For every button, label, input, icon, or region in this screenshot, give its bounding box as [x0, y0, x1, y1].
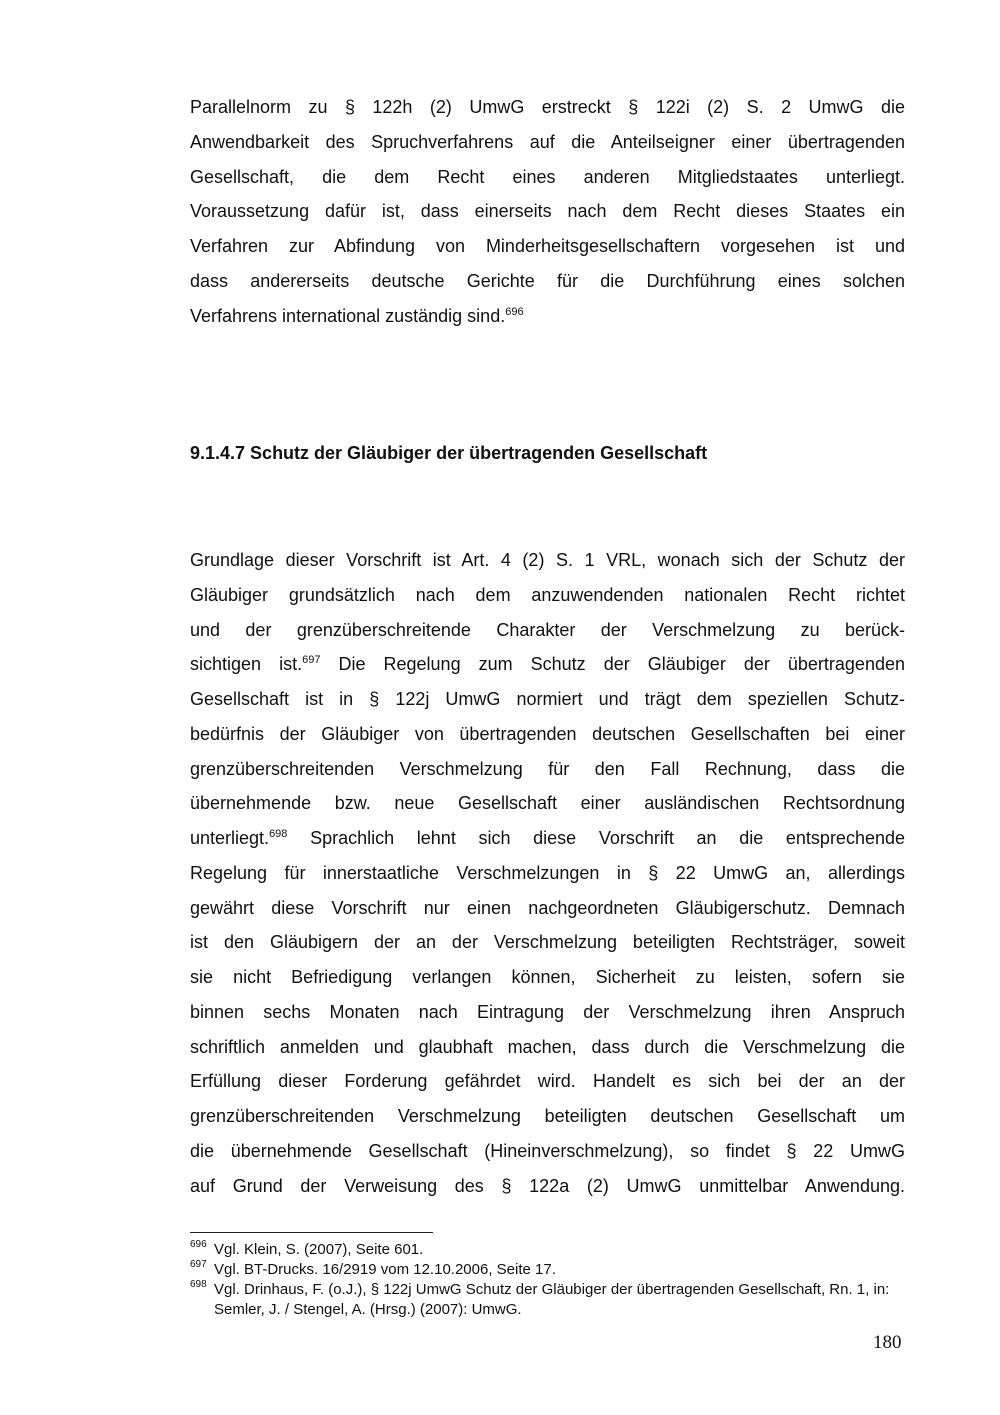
line-text: Sprachlich lehnt sich diese Vorschrift an die entsprechende [287, 828, 905, 848]
footnote-text: Vgl. Klein, S. (2007), Seite 601. [214, 1241, 424, 1258]
text-line [190, 647, 905, 682]
text-line [190, 1134, 905, 1169]
text-line [190, 1169, 905, 1204]
text-line [190, 717, 905, 752]
text-line [190, 543, 905, 578]
text-line [190, 752, 905, 787]
footnotes [190, 1240, 910, 1320]
text-line [190, 613, 905, 648]
line-text: übernehmende bzw. neue Gesellschaft einer ausländischen Rechtsordnung [190, 793, 905, 814]
text-line [190, 578, 905, 613]
text-line [190, 264, 905, 299]
text-line [190, 299, 905, 334]
text-line [190, 1099, 905, 1134]
text-line [190, 682, 905, 717]
line-text: sichtigen ist. [190, 654, 303, 675]
line-text: Anwendbarkeit des Spruchverfahrens auf die Anteilseigner einer übertragenden [190, 131, 905, 152]
line-text: und der grenzüberschreitende Charakter der Verschmelzung zu berück- [190, 619, 905, 640]
line-text: binnen sechs Monaten nach Eintragung der Verschmelzung ihren Anspruch [190, 1001, 905, 1022]
line-text: Gläubiger grundsätzlich nach dem anzuwendenden nationalen Recht richtet [190, 584, 905, 605]
text-line [190, 960, 905, 995]
line-text: gewährt diese Vorschrift nur einen nachgeordneten Gläubigerschutz. Demnach [190, 897, 905, 918]
footnote-ref: 698 [269, 828, 288, 840]
line-text: Voraussetzung dafür ist, dass einerseits nach dem Recht dieses Staates ein [190, 201, 905, 222]
footnote [190, 1260, 910, 1280]
footnote-text: Vgl. Drinhaus, F. (o.J.), § 122j UmwG Schutz der Gläubiger der übertragenden Gesellschaft, Rn. 1, in: Semler, J. / Stengel, A. (Hrsg.) (2007): UmwG. [214, 1281, 890, 1318]
footnote-ref: 696 [505, 305, 524, 318]
line-text: dass andererseits deutsche Gerichte für die Durchführung eines solchen [190, 270, 905, 291]
line-text: Gesellschaft, die dem Recht eines anderen Mitgliedstaates unterliegt. [190, 166, 905, 187]
text-line [190, 995, 905, 1030]
line-text: ist den Gläubigern der an der Verschmelzung beteiligten Rechtsträger, soweit [190, 932, 905, 953]
text-line [190, 229, 905, 264]
line-text: grenzüberschreitenden Verschmelzung beteiligten deutschen Gesellschaft um [190, 1106, 905, 1126]
line-text: die übernehmende Gesellschaft (Hineinverschmelzung), so findet § 22 UmwG [190, 1140, 905, 1161]
section-heading: 9.1.4.7 Schutz der Gläubiger der übertragenden Gesellschaft [190, 443, 708, 463]
footnote-ref: 697 [302, 654, 321, 667]
paragraph-2 [190, 543, 905, 1203]
text-line [190, 856, 905, 891]
line-text: Verfahren zur Abfindung von Minderheitsgesellschaftern vorgesehen ist und [190, 236, 905, 256]
line-text: grenzüberschreitenden Verschmelzung für den Fall Rechnung, dass die [190, 758, 905, 779]
footnote [190, 1240, 910, 1260]
text-line [190, 160, 905, 195]
paragraph-1 [190, 90, 905, 333]
line-text: unterliegt. [190, 828, 270, 848]
line-text: Regelung für innerstaatliche Verschmelzungen in § 22 UmwG an, allerdings [190, 862, 905, 883]
text-line [190, 786, 905, 821]
text-line [190, 1064, 905, 1099]
line-text: Die Regelung zum Schutz der Gläubiger der übertragenden [320, 654, 905, 675]
line-text: Erfüllung dieser Forderung gefährdet wird. Handelt es sich bei der an der [190, 1071, 905, 1092]
line-text: bedürfnis der Gläubiger von übertragenden deutschen Gesellschaften bei einer [190, 723, 905, 744]
footnote-number: 696 [190, 1239, 207, 1250]
text-line [190, 90, 905, 125]
text-line [190, 194, 905, 229]
line-text: Verfahrens international zuständig sind. [190, 305, 506, 326]
line-text: auf Grund der Verweisung des § 122a (2) UmwG unmittelbar Anwendung. [190, 1175, 905, 1196]
footnote [190, 1280, 910, 1320]
text-line [190, 125, 905, 160]
line-text: sie nicht Befriedigung verlangen können, Sicherheit zu leisten, sofern sie [190, 967, 905, 987]
footnote-number: 697 [190, 1259, 207, 1270]
footnote-text: Vgl. BT-Drucks. 16/2919 vom 12.10.2006, Seite 17. [214, 1261, 556, 1278]
text-line [190, 1030, 905, 1065]
footnote-divider [190, 1232, 433, 1233]
text-line [190, 821, 905, 856]
page-number: 180 [873, 1332, 902, 1353]
text-line [190, 925, 905, 960]
line-text: Grundlage dieser Vorschrift ist Art. 4 (2) S. 1 VRL, wonach sich der Schutz der [190, 550, 905, 570]
line-text: schriftlich anmelden und glaubhaft machen, dass durch die Verschmelzung die [190, 1036, 905, 1057]
text-line [190, 891, 905, 926]
footnote-number: 698 [190, 1279, 207, 1290]
line-text: Parallelnorm zu § 122h (2) UmwG erstreckt § 122i (2) S. 2 UmwG die [190, 97, 905, 117]
line-text: Gesellschaft ist in § 122j UmwG normiert und trägt dem speziellen Schutz- [190, 689, 905, 709]
